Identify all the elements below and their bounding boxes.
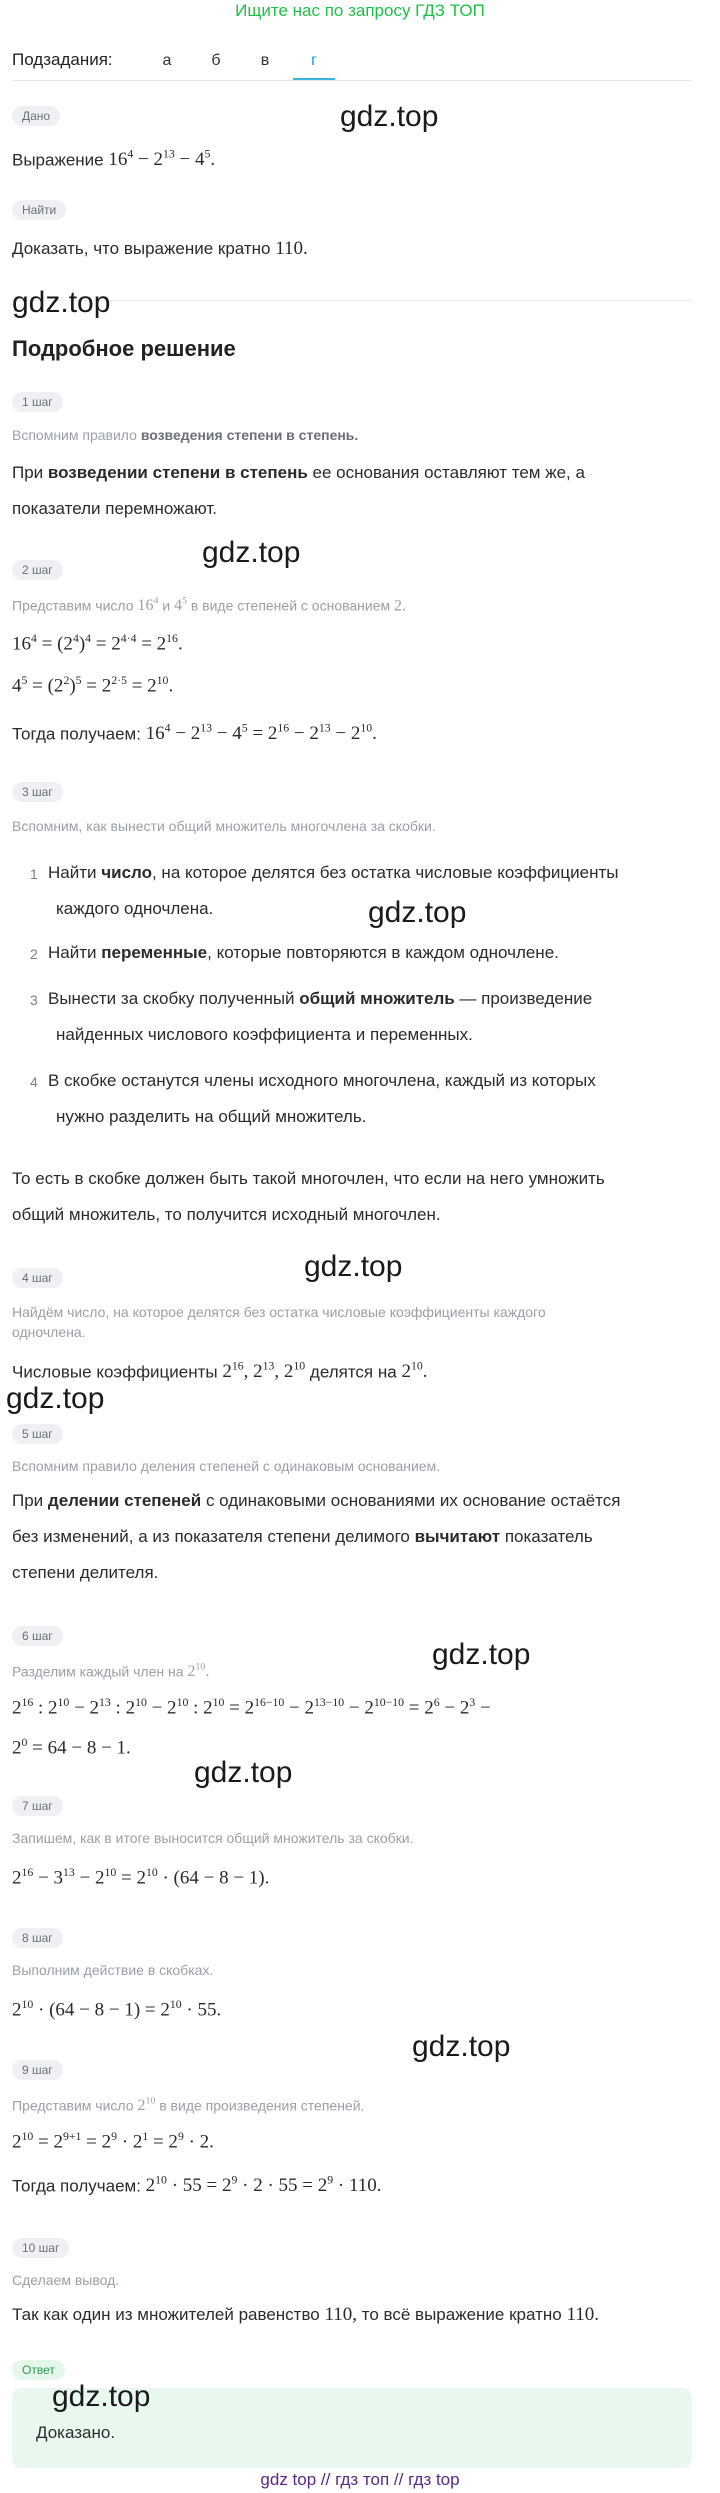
watermark: gdz.top [304,1250,403,1283]
step-1-text-2: показатели перемножают. [12,499,217,518]
step-9-hint: Представим число $2^{10}$ в виде произведения степеней. [12,2096,365,2115]
list-item-4-line-1: В скобке останутся члены исходного многочлена, каждый из которых [48,1071,596,1090]
tab-g[interactable]: г [293,48,335,80]
step-4-chip: 4 шаг [12,1268,63,1288]
watermark: gdz.top [432,1638,531,1671]
step-7-eq: $2^{16} - 3^{13} - 2^{10} = 2^{10} \cdot (64 - 8 - 1)$. [12,1866,270,1889]
list-num-4: 4 [30,1074,38,1090]
step-7-hint: Запишем, как в итоге выносится общий множитель за скобки. [12,1830,414,1846]
answer-chip: Ответ [12,2360,65,2380]
step-4-text: Числовые коэффициенты $2^{16}$, $2^{13}$, $2^{10}$ делятся на $2^{10}$. [12,1360,428,1383]
step-3-chip: 3 шаг [12,782,63,802]
watermark: gdz.top [52,2380,151,2413]
tab-v[interactable]: в [260,52,270,69]
list-num-2: 2 [30,946,38,962]
step-6-eq-2: $2^0 = 64 - 8 - 1$. [12,1736,131,1759]
step-8-eq: $2^{10} \cdot (64 - 8 - 1) = 2^{10} \cdot 55$. [12,1998,222,2021]
step-5-text-2: без изменений, а из показателя степени делимого вычитают показатель [12,1527,593,1546]
list-num-3: 3 [30,992,38,1008]
step-9-result: Тогда получаем: $2^{10} \cdot 55 = 2^9 \cdot 2 \cdot 55 = 2^9 \cdot 110$. [12,2174,382,2197]
list-item-3-line-2: найденных числового коэффициента и переменных. [56,1025,473,1044]
watermark: gdz.top [368,896,467,929]
find-chip: Найти [12,200,66,220]
solution-title: Подробное решение [12,336,236,361]
step-4-hint-2: одночлена. [12,1324,86,1340]
step-5-hint: Вспомним правило деления степеней с одинаковым основанием. [12,1458,441,1474]
divider [12,300,692,301]
given-text: Выражение $16^4 - 2^{13} - 4^5$. [12,148,216,171]
step-5-chip: 5 шаг [12,1424,63,1444]
subtask-tabs [12,48,692,81]
list-item-4-line-2: нужно разделить на общий множитель. [56,1107,367,1126]
step-2-eq-1: $16^4 = (2^4)^4 = 2^{4\cdot 4} = 2^{16}$. [12,632,183,655]
list-item-1-line-1: Найти число, на которое делятся без остатка числовые коэффициенты [48,863,619,882]
answer-text: Доказано. [36,2423,116,2442]
step-2-chip: 2 шаг [12,560,63,580]
step-6-chip: 6 шаг [12,1626,63,1646]
tabs-label: Подзадания: [12,50,113,69]
step-2-result: Тогда получаем: $16^4 - 2^{13} - 4^5 = 2^{16} - 2^{13} - 2^{10}$. [12,722,377,745]
step-6-eq-1: $2^{16}$ : $2^{10} - 2^{13}$ : $2^{10} - 2^{10}$ : $2^{10} = 2^{16-10} - 2^{13-10} - 2^{10-10} = 2^6 - 2^3$ − [12,1696,491,1719]
top-banner[interactable]: Ищите нас по запросу ГДЗ ТОП [235,1,485,20]
step-9-eq: $2^{10} = 2^{9+1} = 2^9 \cdot 2^1 = 2^9 \cdot 2$. [12,2130,214,2153]
step-2-hint: Представим число $16^4$ и $4^5$ в виде степеней с основанием 2. [12,596,407,615]
given-chip: Дано [12,106,60,126]
watermark: gdz.top [6,1382,105,1415]
watermark: gdz.top [412,2030,511,2063]
step-10-chip: 10 шаг [12,2238,69,2258]
step-1-chip: 1 шаг [12,392,63,412]
step-10-hint: Сделаем вывод. [12,2272,120,2288]
step-7-chip: 7 шаг [12,1796,63,1816]
step-4-hint-1: Найдём число, на которое делятся без остатка числовые коэффициенты каждого [12,1304,546,1320]
list-num-1: 1 [30,866,38,882]
step-2-eq-2: $4^5 = (2^2)^5 = 2^{2\cdot 5} = 2^{10}$. [12,674,174,697]
watermark: gdz.top [194,1756,293,1789]
step-6-hint: Разделим каждый член на $2^{10}$. [12,1662,210,1681]
step-8-hint: Выполним действие в скобках. [12,1962,214,1978]
list-item-3-line-1: Вынести за скобку полученный общий множитель — произведение [48,989,593,1008]
step-10-text: Так как один из множителей равенство 110, то всё выражение кратно 110. [12,2304,599,2325]
step-5-text-3: степени делителя. [12,1563,159,1582]
watermark: gdz.top [340,100,439,133]
tab-a[interactable]: а [162,52,172,69]
watermark: gdz.top [12,286,111,319]
step-1-text-1: При возведении степени в степень ее основания оставляют тем же, а [12,463,585,482]
tab-b[interactable]: б [211,52,221,69]
watermark: gdz.top [202,536,301,569]
step-9-chip: 9 шаг [12,2060,63,2080]
step-3-hint: Вспомним, как вынести общий множитель многочлена за скобки. [12,818,436,834]
footer-links[interactable]: gdz top // гдз топ // гдз top [260,2470,460,2489]
step-3-paragraph-1: То есть в скобке должен быть такой многочлен, что если на него умножить [12,1169,605,1188]
list-item-1-line-2: каждого одночлена. [56,899,214,918]
find-text: Доказать, что выражение кратно 110. [12,238,308,259]
step-1-hint: Вспомним правило возведения степени в степень. [12,427,359,443]
list-item-2: Найти переменные, которые повторяются в каждом одночлене. [48,943,559,962]
step-5-text-1: При делении степеней с одинаковыми основаниями их основание остаётся [12,1491,621,1510]
step-3-paragraph-2: общий множитель, то получится исходный многочлен. [12,1205,441,1224]
step-8-chip: 8 шаг [12,1928,63,1948]
